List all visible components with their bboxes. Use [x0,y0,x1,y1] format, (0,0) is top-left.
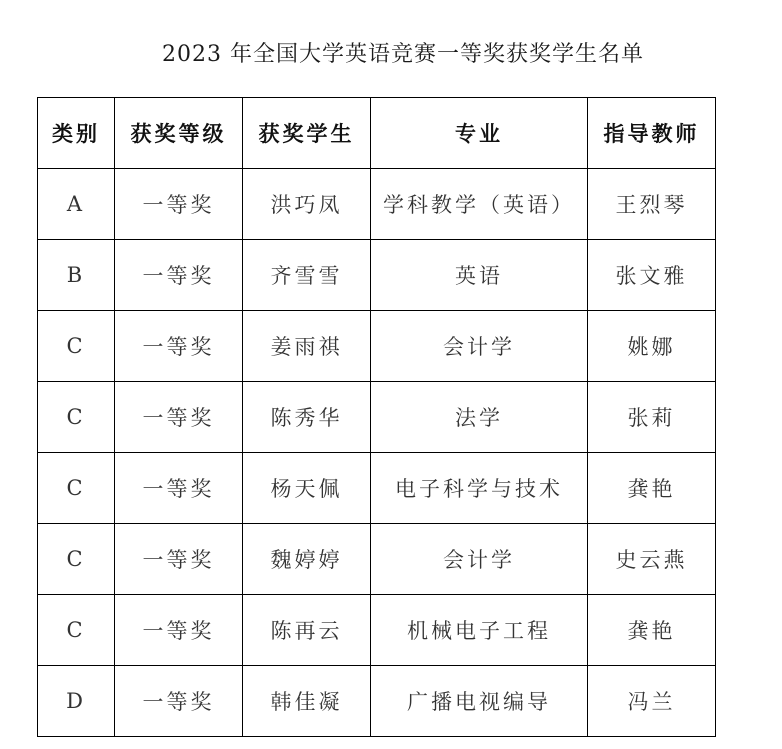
cell-major: 法学 [371,382,588,453]
cell-advisor: 史云燕 [588,524,716,595]
cell-category: C [38,311,115,382]
cell-advisor: 姚娜 [588,311,716,382]
cell-category: A [38,169,115,240]
header-major: 专业 [371,98,588,169]
header-student: 获奖学生 [243,98,371,169]
document-title: 2023 年全国大学英语竞赛一等奖获奖学生名单 [162,42,644,67]
header-award-level: 获奖等级 [115,98,243,169]
cell-category: C [38,382,115,453]
cell-major: 会计学 [371,524,588,595]
cell-advisor: 张莉 [588,382,716,453]
cell-category: C [38,524,115,595]
header-advisor: 指导教师 [588,98,716,169]
cell-advisor: 龚艳 [588,595,716,666]
cell-category: B [38,240,115,311]
table-row [38,453,716,524]
cell-award-level: 一等奖 [115,595,243,666]
cell-student: 陈秀华 [243,382,371,453]
cell-major: 电子科学与技术 [371,453,588,524]
cell-major: 广播电视编导 [371,666,588,737]
cell-award-level: 一等奖 [115,311,243,382]
cell-student: 杨天佩 [243,453,371,524]
cell-award-level: 一等奖 [115,382,243,453]
cell-category: C [38,595,115,666]
cell-student: 陈再云 [243,595,371,666]
table-row [38,169,716,240]
cell-advisor: 张文雅 [588,240,716,311]
table-row [38,240,716,311]
cell-award-level: 一等奖 [115,666,243,737]
cell-category: D [38,666,115,737]
cell-category: C [38,453,115,524]
table-row [38,595,716,666]
cell-major: 学科教学（英语） [371,169,588,240]
cell-major: 会计学 [371,311,588,382]
cell-advisor: 龚艳 [588,453,716,524]
cell-student: 韩佳凝 [243,666,371,737]
table-row [38,524,716,595]
cell-student: 洪巧凤 [243,169,371,240]
table-header-row [38,98,716,169]
table-row [38,311,716,382]
award-table [37,97,716,737]
cell-award-level: 一等奖 [115,169,243,240]
header-category: 类别 [38,98,115,169]
cell-advisor: 王烈琴 [588,169,716,240]
cell-student: 姜雨祺 [243,311,371,382]
table-row [38,382,716,453]
cell-major: 英语 [371,240,588,311]
cell-student: 齐雪雪 [243,240,371,311]
cell-advisor: 冯兰 [588,666,716,737]
cell-award-level: 一等奖 [115,524,243,595]
table-row [38,666,716,737]
cell-award-level: 一等奖 [115,240,243,311]
cell-award-level: 一等奖 [115,453,243,524]
cell-major: 机械电子工程 [371,595,588,666]
cell-student: 魏婷婷 [243,524,371,595]
